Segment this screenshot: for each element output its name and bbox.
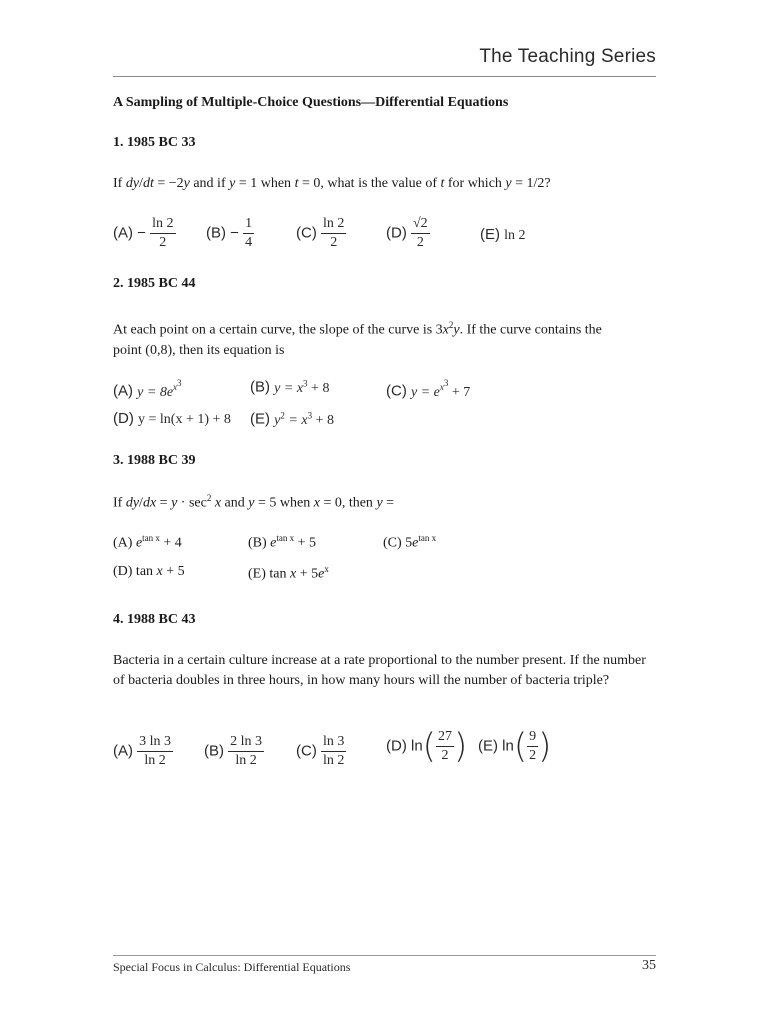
q3-choice-b: (B) $e^{tan x} + 5$ [248, 533, 317, 551]
q3-choice-a: (A) $e^{tan x} + 4$ [113, 533, 182, 551]
q1-choice-d: (D) $\frac{√2}{2}$ [386, 216, 428, 250]
page-number: 35 [642, 958, 656, 973]
footer-rule [113, 955, 656, 956]
question-4-text: Bacteria in a certain culture increase at a rate proportional to the number present. If the number of bacteria doubles in three hours, in how many hours will the number of bacteria triple? [113, 653, 646, 688]
q3-choice-e: (E) $\tan x + 5e^x$ [248, 564, 329, 582]
q4-choice-a: (A) $\frac{3 \ln 3}{\ln 2}$ [113, 734, 172, 768]
q1-choice-b: (B) − $\frac{1}{4}$ [206, 216, 253, 250]
q4-choice-c: (C) $\frac{\ln 3}{\ln 2}$ [296, 734, 345, 768]
question-2-heading: 2. 1985 BC 44 [113, 276, 196, 291]
question-3-text: If $dy/dx = y \cdot \sec^2 x$ and y = 5 when x = 0, then y = [113, 493, 395, 511]
q1-choice-e: (E) ln 2 [480, 226, 526, 243]
q3-choice-d: (D) tan x + 5 [113, 564, 185, 579]
q1-choice-c: (C) $\frac{\ln 2}{2}$ [296, 216, 345, 250]
question-2-text: At each point on a certain curve, the slope of the curve is $3x^2y$. If the curve contains the point (0,8), then its equation is [113, 320, 602, 358]
q2-choice-a: (A) $y = 8e^{x^3}$ [113, 378, 182, 400]
header-rule [113, 76, 656, 77]
question-4-heading: 4. 1988 BC 43 [113, 612, 196, 627]
q1-choice-a: (A) − $\frac{\ln 2}{2}$ [113, 216, 174, 250]
q2-choice-b: (B) $y = x^3 + 8$ [250, 378, 330, 396]
question-3-heading: 3. 1988 BC 39 [113, 453, 196, 468]
page-header-title: The Teaching Series [479, 46, 656, 67]
q4-choice-d: (D) ln( $\frac{27}{2}$ ) [386, 726, 468, 767]
section-title: A Sampling of Multiple-Choice Questions—Differential Equations [113, 95, 509, 110]
q2-choice-c: (C) $y = e^{x^3} + 7$ [386, 378, 471, 400]
q2-choice-d: (D) y = ln(x + 1) + 8 [113, 410, 231, 427]
footer-text: Special Focus in Calculus: Differential Equations [113, 960, 351, 974]
q4-choice-b: (B) $\frac{2 \ln 3}{\ln 2}$ [204, 734, 263, 768]
q3-choice-c: (C) $5e^{tan x}$ [383, 533, 437, 551]
q2-choice-e: (E) $y^2 = x^3 + 8$ [250, 410, 334, 428]
question-1-text: If dy/dt = −2y and if y = 1 when t = 0, what is the value of t for which y = 1/2? [113, 176, 551, 191]
q4-choice-e: (E) ln( $\frac{9}{2}$ ) [478, 726, 552, 767]
question-1-heading: 1. 1985 BC 33 [113, 135, 196, 150]
